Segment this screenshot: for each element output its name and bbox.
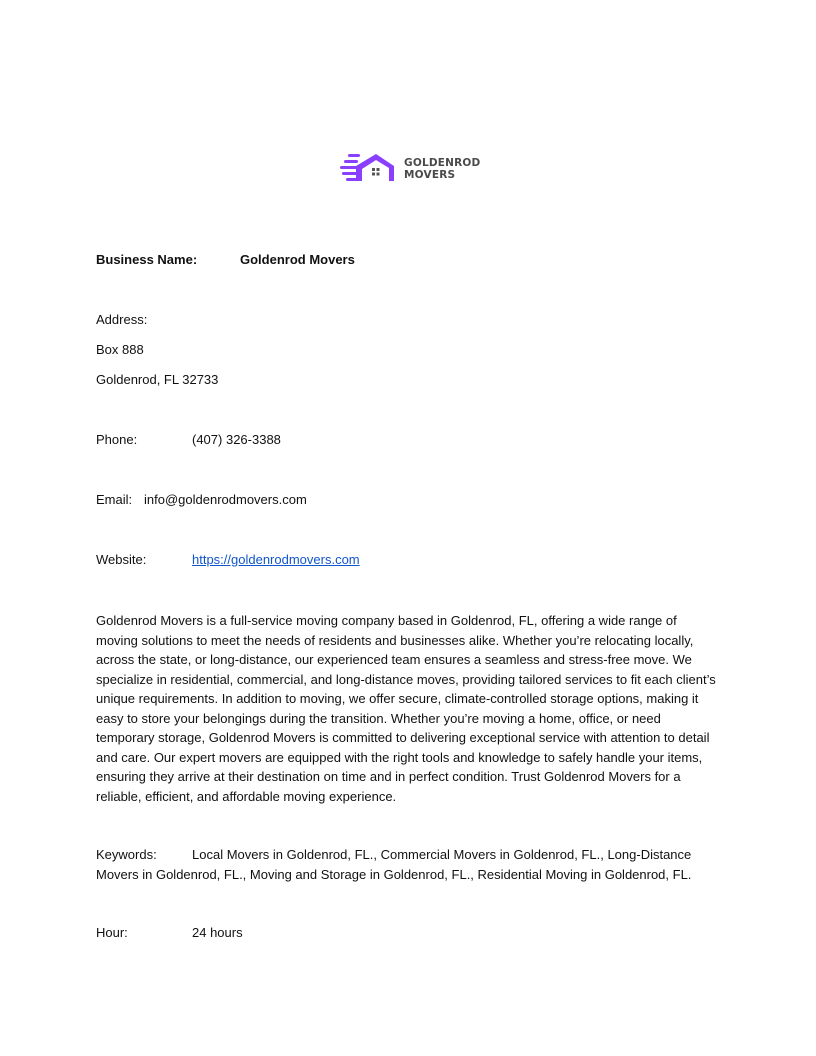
- keywords-value: Local Movers in Goldenrod, FL., Commercial Movers in Goldenrod, FL., Long-Distance Movers in Goldenrod, FL., Moving and Storage in Goldenrod, FL., Residential Moving in Goldenrod, FL.: [96, 847, 692, 882]
- keywords-block: [96, 845, 722, 884]
- address-label: Address:: [96, 312, 148, 327]
- business-name-value: Goldenrod Movers: [240, 252, 355, 267]
- website-link[interactable]: https://goldenrodmovers.com: [192, 552, 360, 567]
- email-label: Email:: [96, 492, 133, 507]
- logo-wordmark: [404, 157, 480, 181]
- logo-line-2: MOVERS: [404, 169, 456, 181]
- address-line-2: Goldenrod, FL 32733: [96, 372, 219, 387]
- hours-value: 24 hours: [192, 925, 243, 940]
- phone-value: (407) 326-3388: [192, 432, 281, 447]
- website-label: Website:: [96, 552, 147, 567]
- house-speed-icon: [338, 152, 398, 184]
- phone-label: Phone:: [96, 432, 138, 447]
- company-logo: [338, 152, 481, 186]
- email-value: info@goldenrodmovers.com: [144, 492, 307, 507]
- hours-label: Hour:: [96, 925, 128, 940]
- business-name-label: Business Name:: [96, 252, 198, 267]
- address-line-1: Box 888: [96, 342, 144, 357]
- keywords-label: Keywords:: [96, 847, 157, 862]
- business-description: Goldenrod Movers is a full-service moving company based in Goldenrod, FL, offering a wide range of moving solutions to meet the needs of residents and businesses alike. Whether you’re relocating locally, across the state, or long-distance, our experienced team ensures a seamless and stress-free move. We specialize in residential, commercial, and long-distance moves, providing tailored services to fit each client’s unique requirements. In addition to moving, we offer secure, climate-controlled storage options, making it easy to store your belongings during the transition. Whether you’re moving a home, office, or need temporary storage, Goldenrod Movers is committed to delivering exceptional service with attention to detail and care. Our expert movers are equipped with the right tools and knowledge to safely handle your items, ensuring they arrive at their destination on time and in perfect condition. Trust Goldenrod Movers for a reliable, efficient, and affordable moving experience.: [96, 613, 716, 804]
- logo-line-1: GOLDENROD: [404, 157, 481, 169]
